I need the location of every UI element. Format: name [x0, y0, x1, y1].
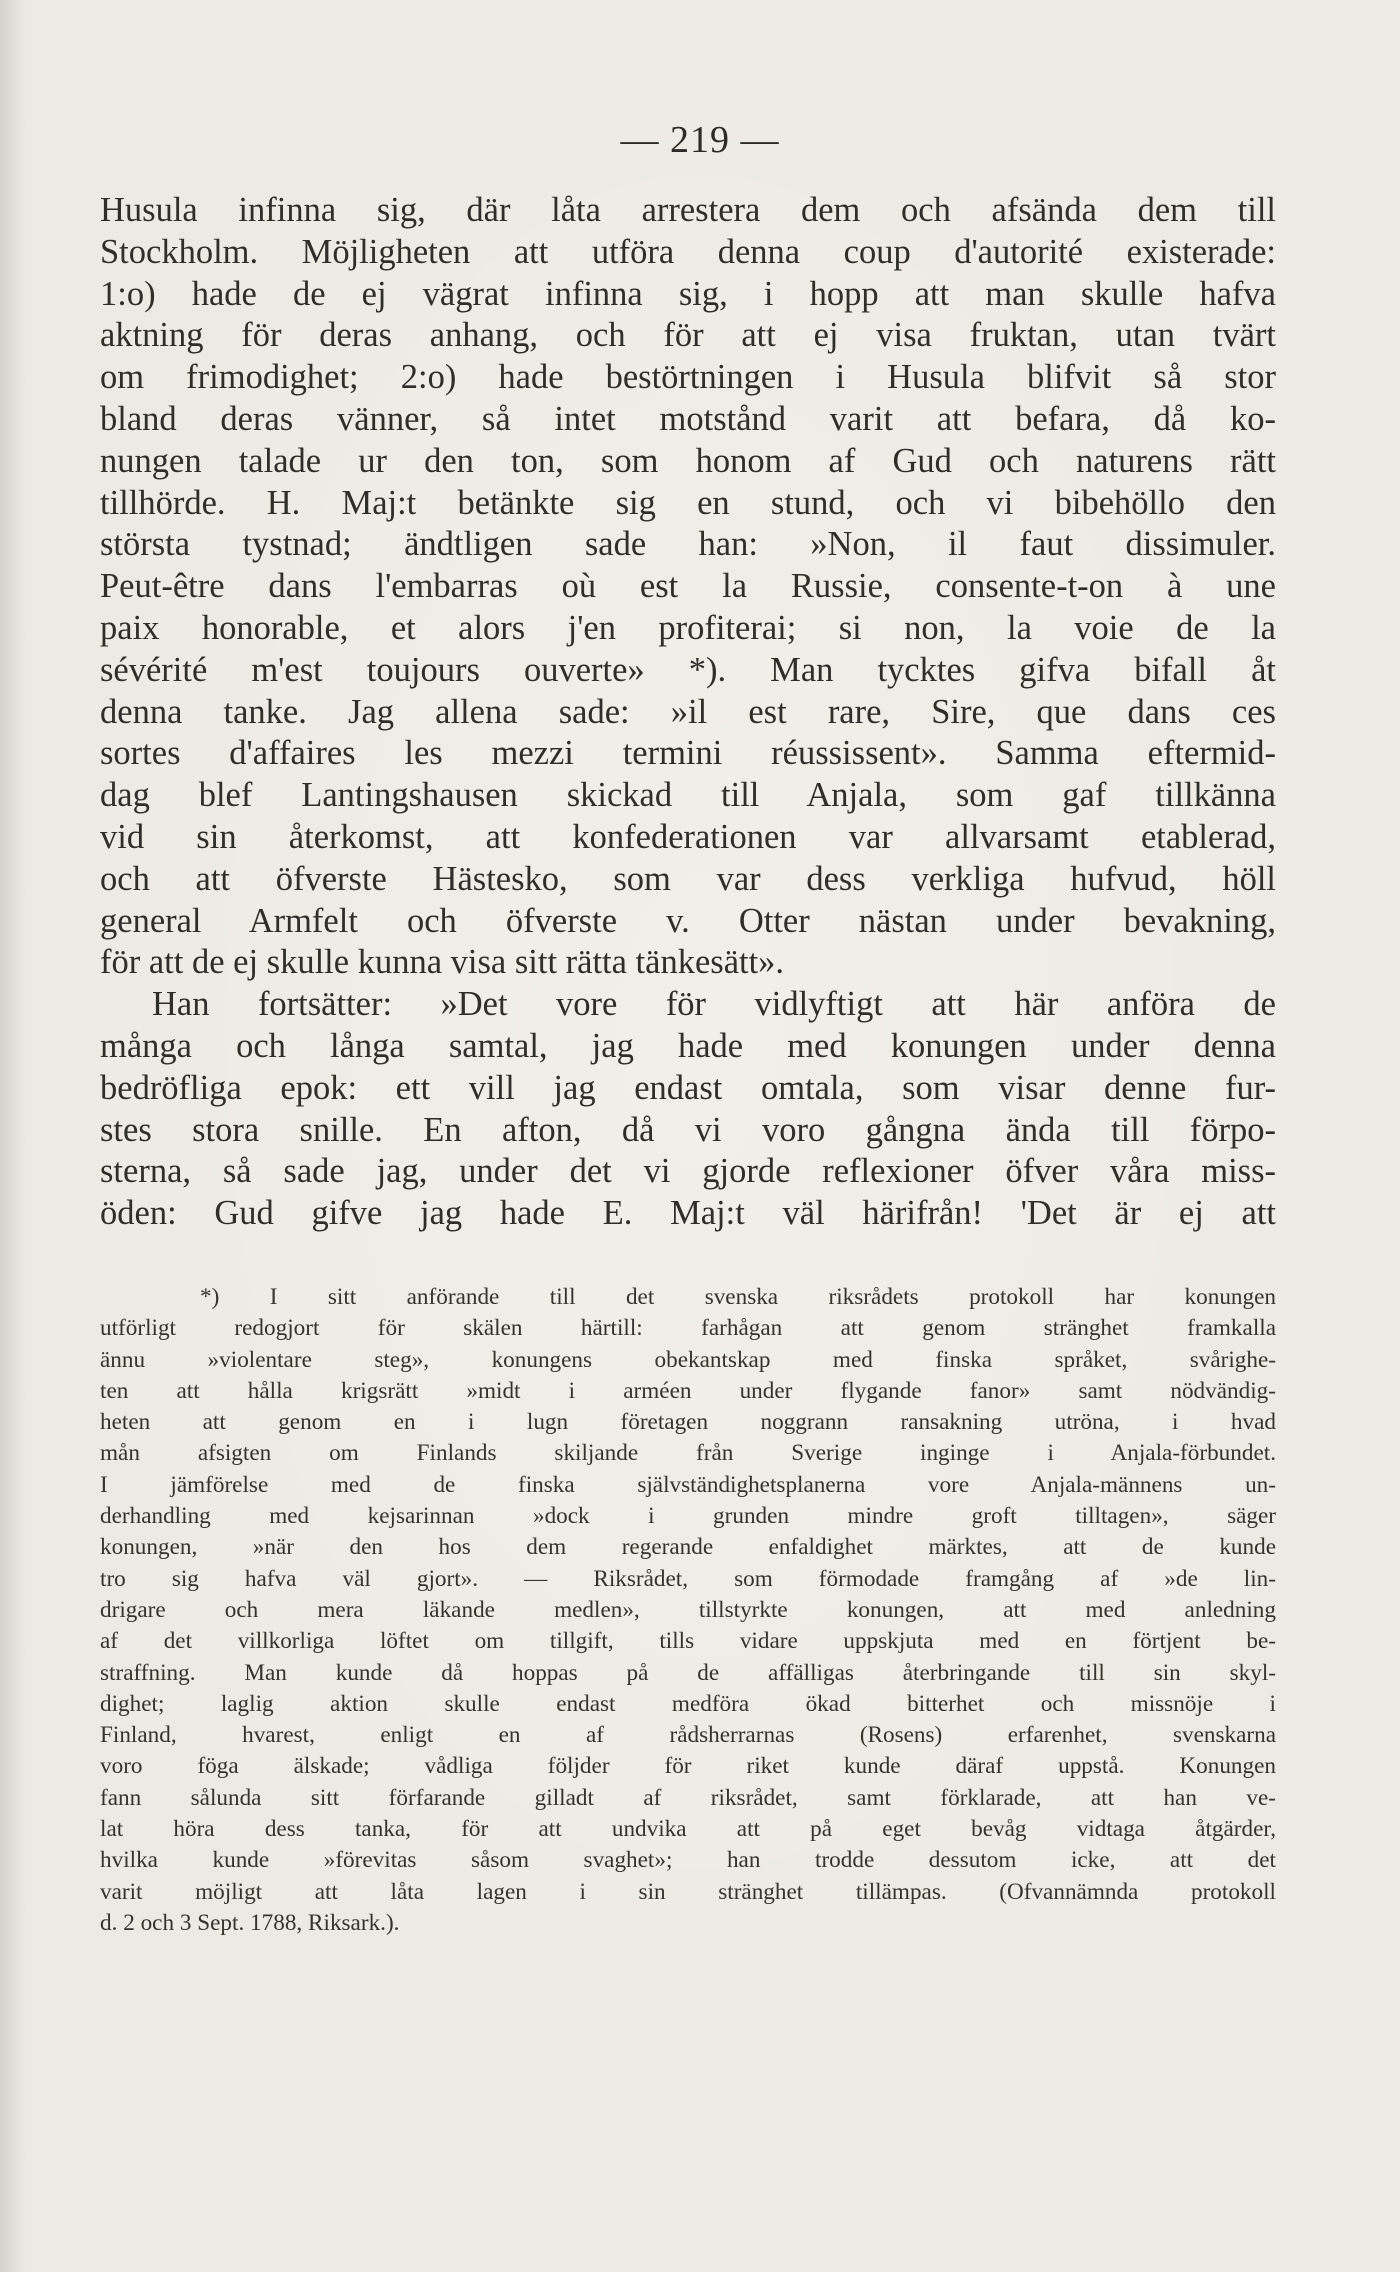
footnote-line: *) I sitt anförande till det svenska riksrådets protokoll har konungen [200, 1284, 1276, 1310]
body-line: 1:o) hade de ej vägrat infinna sig, i hopp att man skulle hafva [100, 274, 1276, 313]
body-line: tillhörde. H. Maj:t betänkte sig en stund, och vi bibehöllo den [100, 483, 1276, 522]
body-line: för att de ej skulle kunna visa sitt rätta tänkesätt». [100, 943, 785, 982]
body-line: och att öfverste Hästesko, som var dess verkliga hufvud, höll [100, 859, 1276, 898]
body-line: aktning för deras anhang, och för att ej visa fruktan, utan tvärt [100, 316, 1276, 355]
footnote-line: drigare och mera läkande medlen», tillstyrkte konungen, att med anledning [100, 1596, 1276, 1623]
footnote-line: varit möjligt att låta lagen i sin stränghet tillämpas. (Ofvannämnda protokoll [100, 1878, 1276, 1905]
body-line: Han fortsätter: »Det vore för vidlyftigt att här anföra de [152, 985, 1276, 1024]
body-line: Husula infinna sig, där låta arrestera dem och afsända dem till [100, 191, 1276, 229]
body-line: general Armfelt och öfverste v. Otter nästan under bevakning, [100, 901, 1276, 940]
footnote-line: konungen, »när den hos dem regerande enfaldighet märktes, att de kunde [100, 1534, 1276, 1561]
body-line: största tystnad; ändtligen sade han: »Non, il faut dissimuler. [100, 525, 1276, 564]
footnote-line: fann sålunda sitt förfarande gilladt af riksrådet, samt förklarade, att han ve- [100, 1784, 1276, 1811]
footnote-line: derhandling med kejsarinnan »dock i grunden mindre groft tilltagen», säger [100, 1503, 1276, 1530]
page-number: — 219 — [620, 119, 780, 161]
footnote-line: hvilka kunde »förevitas såsom svaghet»; han trodde dessutom icke, att det [100, 1847, 1276, 1874]
body-line: dag blef Lantingshausen skickad till Anjala, som gaf tillkänna [100, 776, 1276, 815]
body-line: många och långa samtal, jag hade med konungen under denna [100, 1026, 1276, 1065]
footnote-line: d. 2 och 3 Sept. 1788, Riksark.). [100, 1909, 400, 1936]
body-line: bland deras vänner, så intet motstånd varit att befara, då ko- [100, 399, 1276, 438]
footnote-line: straffning. Man kunde då hoppas på de affälligas återbringande till sin skyl- [100, 1659, 1276, 1686]
body-line: öden: Gud gifve jag hade E. Maj:t väl härifrån! 'Det är ej att [100, 1194, 1276, 1233]
footnote-line: Finland, hvarest, enligt en af rådsherrarnas (Rosens) erfarenhet, svenskarna [100, 1722, 1276, 1749]
body-line: denna tanke. Jag allena sade: »il est rare, Sire, que dans ces [100, 692, 1276, 731]
footnote-line: heten att genom en i lugn företagen noggrann ransakning utröna, i hvad [100, 1409, 1276, 1436]
spine-shadow [0, 0, 26, 2272]
footnote-block [100, 1282, 1276, 1939]
footnote-line: ten att hålla krigsrätt »midt i arméen under flygande fanor» samt nödvändig- [100, 1377, 1276, 1404]
footnote-line: lat höra dess tanka, för att undvika att på eget bevåg vidtaga åtgärder, [100, 1816, 1276, 1843]
body-text [100, 190, 1276, 1235]
body-line: stes stora snille. En afton, då vi voro gångna ända till förpo- [100, 1110, 1276, 1149]
footnote-line: dighet; laglig aktion skulle endast medföra ökad bitterhet och missnöje i [100, 1690, 1276, 1717]
body-line: sterna, så sade jag, under det vi gjorde reflexioner öfver våra miss- [100, 1152, 1276, 1191]
body-line: om frimodighet; 2:o) hade bestörtningen i Husula blifvit så stor [100, 358, 1276, 397]
body-line: nungen talade ur den ton, som honom af Gud och naturens rätt [100, 441, 1276, 480]
footnote-line: utförligt redogjort för skälen härtill: farhågan att genom stränghet framkalla [100, 1315, 1276, 1342]
footnote-line: voro föga älskade; vådliga följder för riket kunde däraf uppstå. Konungen [100, 1753, 1276, 1780]
body-line: Peut-être dans l'embarras où est la Russie, consente-t-on à une [100, 567, 1276, 606]
footnote-line: tro sig hafva väl gjort». — Riksrådet, som förmodade framgång af »de lin- [100, 1565, 1276, 1592]
body-line: sortes d'affaires les mezzi termini réussissent». Samma eftermid- [100, 734, 1276, 773]
footnote-line: ännu »violentare steg», konungens obekantskap med finska språket, svårighe- [100, 1346, 1276, 1373]
body-line: vid sin återkomst, att konfederationen var allvarsamt etablerad, [100, 817, 1276, 856]
body-line: sévérité m'est toujours ouverte» *). Man tycktes gifva bifall åt [100, 650, 1276, 689]
body-line: bedröfliga epok: ett vill jag endast omtala, som visar denne fur- [100, 1068, 1276, 1107]
body-line: Stockholm. Möjligheten att utföra denna coup d'autorité existerade: [100, 232, 1276, 271]
footnote-line: af det villkorliga löftet om tillgift, tills vidare uppskjuta med en förtjent be- [100, 1628, 1276, 1655]
footnote-line: I jämförelse med de finska självständighetsplanerna vore Anjala-männens un- [100, 1471, 1276, 1498]
body-line: paix honorable, et alors j'en profiterai; si non, la voie de la [100, 608, 1276, 647]
footnote-line: mån afsigten om Finlands skiljande från Sverige inginge i Anjala-förbundet. [100, 1440, 1276, 1467]
